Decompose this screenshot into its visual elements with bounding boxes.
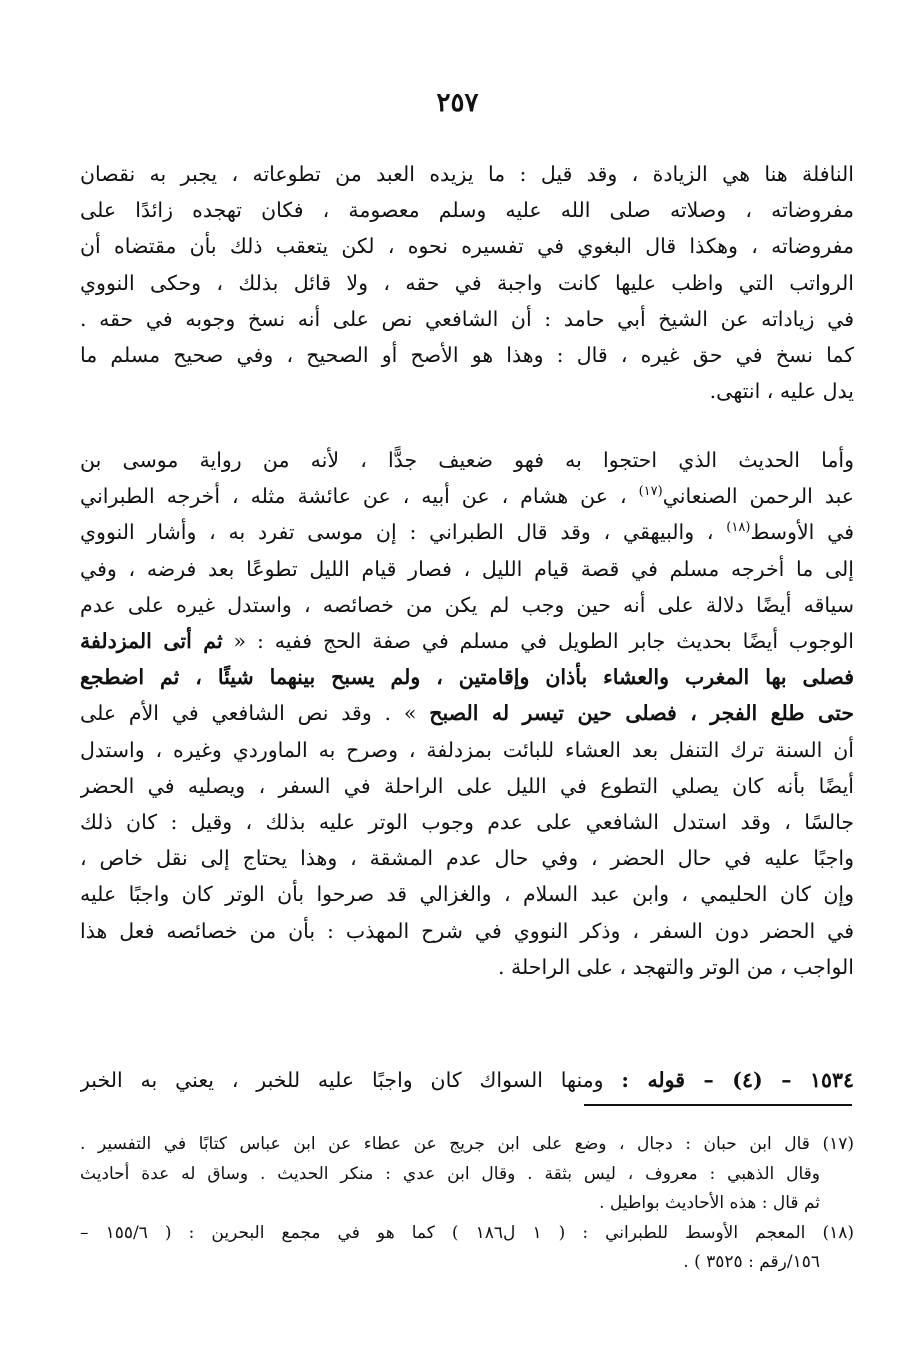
text-line: [80, 1062, 854, 1098]
text-segment: الوجوب أيضًا بحديث جابر الطويل في مسلم في صفة الحج ففيه : «: [222, 629, 854, 654]
hadith-quote: ثم أتى المزدلفة: [80, 629, 223, 654]
text-line: [80, 478, 854, 514]
text-line: [80, 514, 854, 550]
text-line: وإن كان الحليمي ، وابن عبد السلام ، والغزالي قد صرحوا بأن الوتر كان واجبًا عليه: [80, 882, 854, 907]
footnote-17: (١٧) قال ابن حبان : دجال ، وضع على ابن جريج عن عطاء عن ابن عباس كتابًا في التفسير .: [80, 1134, 854, 1154]
text-line: [80, 695, 854, 731]
text-line: [80, 623, 854, 659]
text-line: يدل عليه ، انتهى.: [709, 379, 854, 404]
text-line: مفروضاته ، وهكذا قال البغوي في تفسيره نحوه ، لكن يتعقب ذلك بأن مقتضاه أن: [80, 234, 854, 259]
footnote-17-continued: وقال الذهبي : معروف ، ليس بثقة . وقال ابن عدي : منكر الحديث . وساق له عدة أحاديث: [80, 1163, 820, 1184]
text-line: في الحضر دون السفر ، وذكر النووي في شرح المهذب : بأن من خصائصه فعل هذا: [80, 918, 854, 943]
footnote-18: (١٨) المعجم الأوسط للطبراني : ( ١ ل١٨٦ ) كما هو في مجمع البحرين : ( ١٥٥/٦ –: [80, 1222, 854, 1243]
text-segment: ومنها السواك كان واجبًا عليه للخبر ، يعني به الخبر: [80, 1068, 622, 1092]
paragraph-3: [80, 1062, 854, 1098]
text-line: مفروضاته ، وصلاته صلى الله عليه وسلم معصومة ، فكان تهجده زائدًا على: [80, 198, 854, 223]
hadith-quote: حتى طلع الفجر ، فصلى حين تيسر له الصبح: [429, 701, 854, 726]
text-line: وأما الحديث الذي احتجوا به فهو ضعيف جدًّا ، لأنه من رواية موسى بن: [80, 448, 854, 472]
text-line: أن السنة ترك التنفل بعد العشاء للبائت بمزدلفة ، وصرح به الماوردي وغيره ، واستدل: [80, 737, 854, 762]
text-segment: ، والبيهقي ، وقد قال الطبراني : إن موسى تفرد به ، وأشار النووي: [80, 520, 727, 545]
footnote-ref-17[interactable]: (١٧): [638, 484, 663, 500]
page-number: ٢٥٧: [436, 88, 479, 118]
text-segment: عبد الرحمن الصنعاني: [662, 484, 854, 509]
text-line: في زياداته عن الشيخ أبي حامد : أن الشافعي نص على أنه نسخ وجوبه في حقه .: [80, 306, 854, 331]
text-line: جالسًا ، وقد استدل الشافعي على عدم وجوب الوتر عليه بذلك ، وقيل : كان ذلك: [80, 810, 854, 835]
footnote-ref-18[interactable]: (١٨): [726, 520, 751, 536]
footnote-18-continued: ١٥٦/رقم : ٣٥٢٥ ) .: [683, 1252, 820, 1272]
footnotes: [80, 1130, 854, 1278]
text-segment: » . وقد نص الشافعي في الأم على: [80, 701, 430, 726]
text-line: الواجب ، من الوتر والتهجد ، على الراحلة .: [497, 954, 854, 979]
hadith-quote-line: فصلى بها المغرب والعشاء بأذان وإقامتين ، ولم يسبح بينهما شيئًا ، ثم اضطجع: [80, 665, 854, 690]
text-line: كما نسخ في حق غيره ، قال : وهذا هو الأصح أو الصحيح ، وفي صحيح مسلم ما: [80, 343, 854, 368]
paragraph-2: [80, 442, 854, 985]
entry-heading: ١٥٣٤ – (٤) – قوله :: [621, 1068, 854, 1092]
text-segment: في الأوسط: [750, 520, 854, 545]
text-line: سياقه أيضًا دلالة على أنه حين وجب لم يكن من خصائصه ، واستدل غيره على عدم: [80, 592, 854, 617]
text-line: واجبًا عليه في حال الحضر ، وفي حال عدم المشقة ، وهذا يحتاج إلى نقل خاص ،: [80, 846, 854, 871]
paragraph-1: [80, 156, 854, 409]
text-line: أيضًا بأنه كان يصلي التطوع في الليل على الراحلة في السفر ، ويصليه في الحضر: [80, 773, 854, 798]
footnote-separator: [584, 1104, 852, 1106]
text-line: الرواتب التي واظب عليها كانت واجبة في حقه ، ولا قائل بذلك ، وحكى النووي: [80, 270, 854, 295]
text-segment: ، عن هشام ، عن أبيه ، عن عائشة مثله ، أخرجه الطبراني: [80, 484, 639, 509]
text-line: النافلة هنا هي الزيادة ، وقد قيل : ما يزيده العبد من تطوعاته ، يجبر به نقصان: [80, 162, 854, 186]
footnote-17-continued: ثم قال : هذه الأحاديث بواطيل .: [599, 1193, 820, 1213]
text-line: إلى ما أخرجه مسلم في قصة قيام الليل ، فصار قيام الليل تطوعًا بعد فرضه ، وفي: [80, 556, 854, 581]
